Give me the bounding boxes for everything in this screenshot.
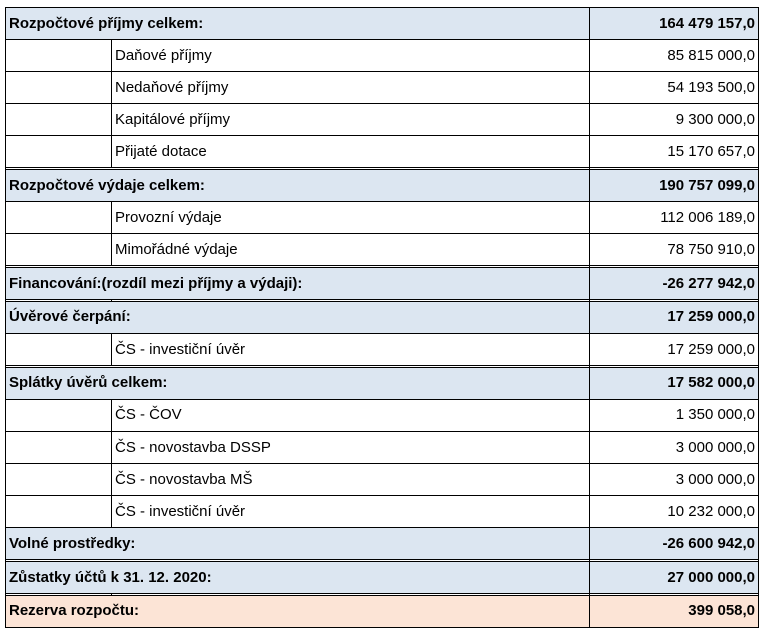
line-item-value: 112 006 189,0 [590,202,759,234]
section-header-row [6,8,759,40]
section-total-value: 17 259 000,0 [590,301,759,333]
line-item-label: Kapitálové příjmy [112,104,590,136]
line-item-label: Daňové příjmy [112,40,590,72]
section-header-row [6,268,759,300]
empty-indent-cell [6,399,112,431]
line-item-label: Přijaté dotace [112,136,590,168]
section-header-row [6,367,759,399]
line-item-row [6,136,759,168]
empty-indent-cell [6,202,112,234]
section-header-row [6,562,759,594]
line-item-row [6,464,759,496]
section-label: Úvěrové čerpání: [6,301,590,333]
line-item-value: 17 259 000,0 [590,334,759,366]
line-item-value: 3 000 000,0 [590,464,759,496]
line-item-label: Provozní výdaje [112,202,590,234]
line-item-label: ČS - novostavba MŠ [112,464,590,496]
line-item-value: 3 000 000,0 [590,431,759,463]
section-total-value: 399 058,0 [590,595,759,627]
line-item-row [6,234,759,266]
section-header-row [6,301,759,333]
line-item-value: 85 815 000,0 [590,40,759,72]
empty-indent-cell [6,334,112,366]
section-label: Rozpočtové příjmy celkem: [6,8,590,40]
line-item-value: 15 170 657,0 [590,136,759,168]
budget-table [5,7,759,628]
line-item-row [6,202,759,234]
section-total-value: 17 582 000,0 [590,367,759,399]
section-header-row [6,170,759,202]
line-item-label: ČS - novostavba DSSP [112,431,590,463]
line-item-row [6,40,759,72]
section-label: Rozpočtové výdaje celkem: [6,170,590,202]
line-item-row [6,399,759,431]
section-total-value: 190 757 099,0 [590,170,759,202]
empty-indent-cell [6,104,112,136]
section-total-value: -26 600 942,0 [590,528,759,560]
section-total-value: 27 000 000,0 [590,562,759,594]
line-item-row [6,431,759,463]
line-item-value: 9 300 000,0 [590,104,759,136]
line-item-row [6,104,759,136]
line-item-label: ČS - investiční úvěr [112,334,590,366]
line-item-value: 10 232 000,0 [590,496,759,528]
empty-indent-cell [6,40,112,72]
line-item-row [6,334,759,366]
empty-indent-cell [6,234,112,266]
line-item-row [6,72,759,104]
section-label: Zůstatky účtů k 31. 12. 2020: [6,562,590,594]
section-label: Rezerva rozpočtu: [6,595,590,627]
line-item-label: ČS - investiční úvěr [112,496,590,528]
line-item-label: Nedaňové příjmy [112,72,590,104]
line-item-value: 1 350 000,0 [590,399,759,431]
empty-indent-cell [6,431,112,463]
budget-table-body [6,8,759,628]
section-label: Financování:(rozdíl mezi příjmy a výdaji): [6,268,590,300]
section-label: Volné prostředky: [6,528,590,560]
empty-indent-cell [6,72,112,104]
line-item-row [6,496,759,528]
empty-indent-cell [6,464,112,496]
line-item-value: 78 750 910,0 [590,234,759,266]
line-item-label: Mimořádné výdaje [112,234,590,266]
section-header-row [6,528,759,560]
empty-indent-cell [6,136,112,168]
empty-indent-cell [6,496,112,528]
line-item-value: 54 193 500,0 [590,72,759,104]
section-total-value: 164 479 157,0 [590,8,759,40]
line-item-label: ČS - ČOV [112,399,590,431]
reserve-row [6,595,759,627]
section-label: Splátky úvěrů celkem: [6,367,590,399]
section-total-value: -26 277 942,0 [590,268,759,300]
